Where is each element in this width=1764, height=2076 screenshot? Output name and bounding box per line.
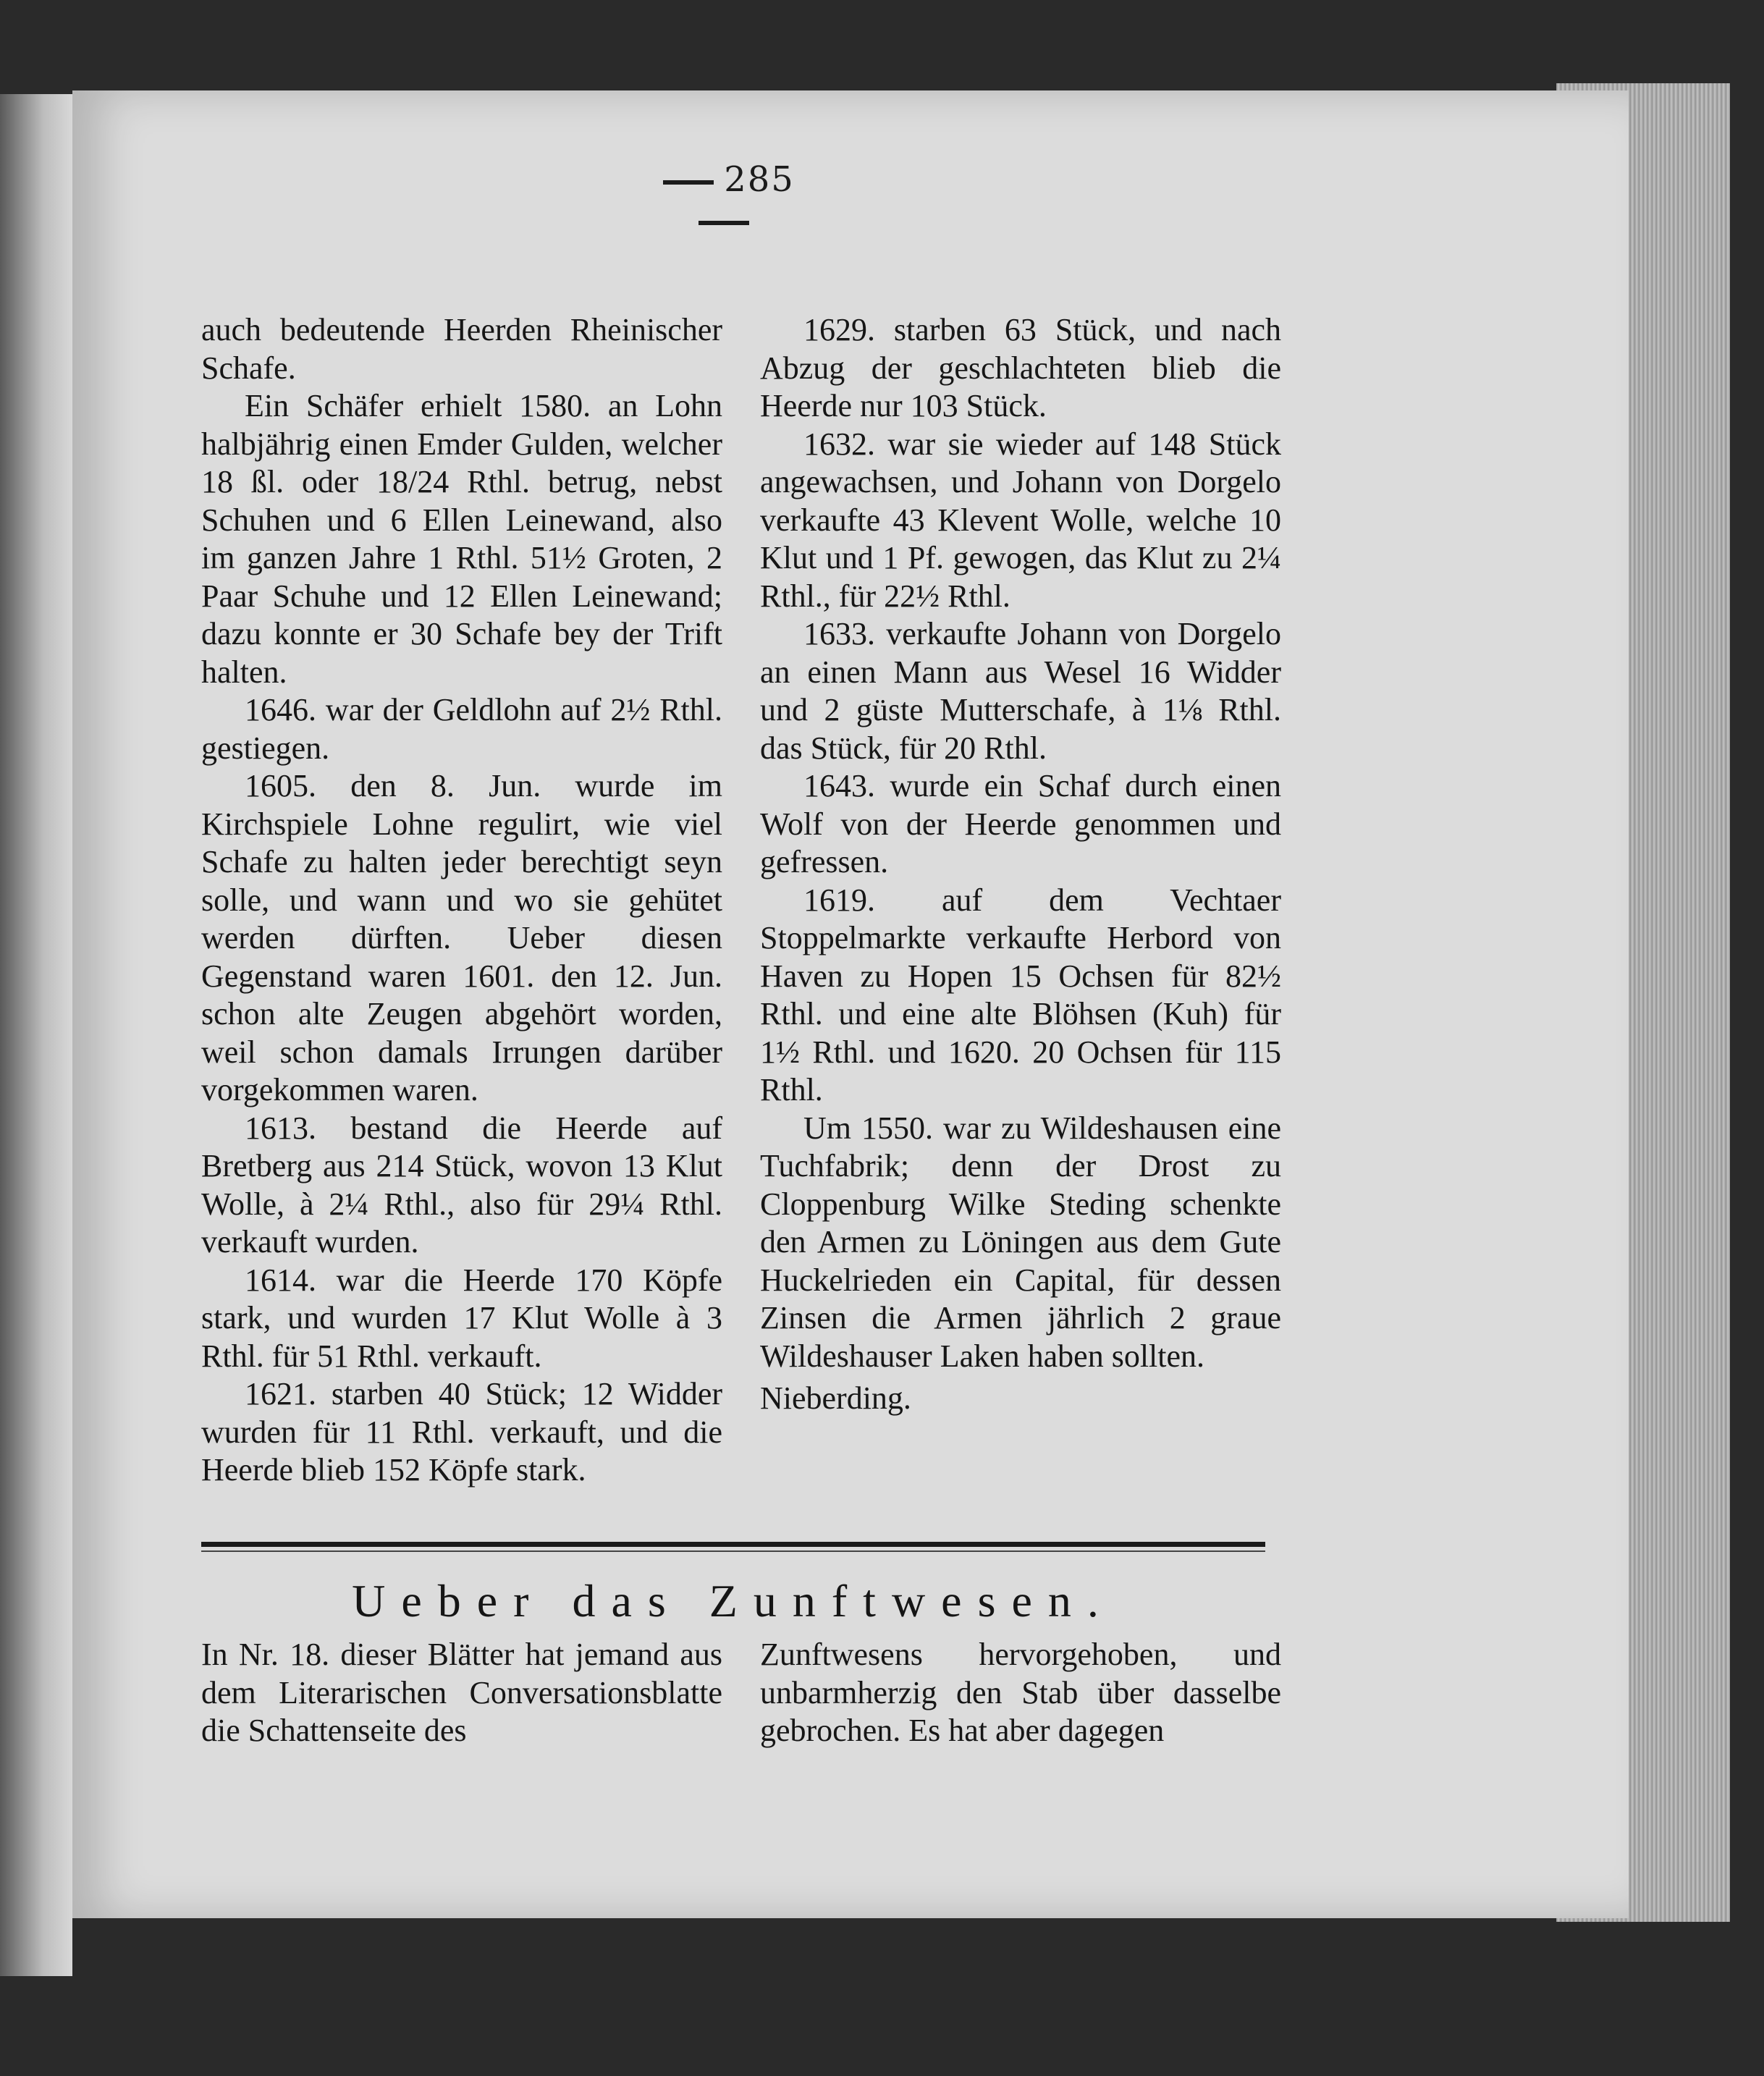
page-number-dash-right <box>699 221 749 225</box>
author-signature: Nieberding. <box>760 1380 911 1416</box>
paragraph: 1633. verkaufte Johann von Dorgelo an einen Mann aus Wesel 16 Widder und 2 güste Mutterschafe, à 1⅛ Rthl. das Stück, für 20 Rthl. <box>760 616 1281 766</box>
bottom-right-column <box>760 1636 1281 1750</box>
left-column <box>201 311 722 1490</box>
paragraph: 1614. war die Heerde 170 Köpfe stark, und wurden 17 Klut Wolle à 3 Rthl. für 51 Rthl. verkauft. <box>201 1262 722 1374</box>
paragraph: 1632. war sie wieder auf 148 Stück angewachsen, und Johann von Dorgelo verkaufte 43 Klevent Wolle, welche 10 Klut und 1 Pf. gewogen, das Klut zu 2¼ Rthl., für 22½ Rthl. <box>760 426 1281 614</box>
paragraph: 1621. starben 40 Stück; 12 Widder wurden für 11 Rthl. verkauft, und die Heerde blieb 152 Köpfe stark. <box>201 1376 722 1488</box>
paragraph: Um 1550. war zu Wildeshausen eine Tuchfabrik; denn der Drost zu Cloppenburg Wilke Steding schenkte den Armen zu Löningen aus dem Gute Huckelrieden ein Capital, für dessen Zinsen die Armen jährlich 2 graue Wildeshauser Laken haben sollten. <box>760 1110 1281 1374</box>
paragraph: auch bedeutende Heerden Rheinischer Schafe. <box>201 312 722 386</box>
left-page-edge <box>0 94 72 1976</box>
paragraph: 1629. starben 63 Stück, und nach Abzug der geschlachteten blieb die Heerde nur 103 Stück. <box>760 312 1281 423</box>
paragraph: 1613. bestand die Heerde auf Bretberg aus 214 Stück, wovon 13 Klut Wolle, à 2¼ Rthl., also für 29¼ Rthl. verkauft wurden. <box>201 1110 722 1259</box>
paragraph: 1605. den 8. Jun. wurde im Kirchspiele Lohne regulirt, wie viel Schafe zu halten jeder berechtigt seyn solle, und wann und wo sie gehütet werden dürften. Ueber diesen Gegenstand waren 1601. den 12. Jun. schon alte Zeugen abgehört worden, weil schon damals Irrungen darüber vorgekommen waren. <box>201 768 722 1107</box>
paragraph: In Nr. 18. dieser Blätter hat jemand aus dem Literarischen Conversationsblatte die Schattenseite des <box>201 1637 722 1748</box>
bottom-left-column <box>201 1636 722 1750</box>
paragraph: 1646. war der Geldlohn auf 2½ Rthl. gestiegen. <box>201 692 722 766</box>
paragraph: 1643. wurde ein Schaf durch einen Wolf von der Heerde genommen und gefressen. <box>760 768 1281 879</box>
paragraph: Ein Schäfer erhielt 1580. an Lohn halbjährig einen Emder Gulden, welcher 18 ßl. oder 18/24 Rthl. betrug, nebst Schuhen und 6 Ellen Leinewand, also im ganzen Jahre 1 Rthl. 51½ Groten, 2 Paar Schuhe und 12 Ellen Leinewand; dazu konnte er 30 Schafe bey der Trift halten. <box>201 388 722 690</box>
page-number-dash-left <box>663 180 714 185</box>
section-divider-thin <box>201 1550 1265 1552</box>
page-number-value: 285 <box>724 159 795 200</box>
page-number <box>637 159 811 240</box>
paragraph: Zunftwesens hervorgehoben, und unbarmherzig den Stab über dasselbe gebrochen. Es hat aber dagegen <box>760 1637 1281 1748</box>
section-heading: Ueber das Zunftwesen. <box>352 1575 1115 1626</box>
right-column <box>760 311 1281 1418</box>
paragraph: 1619. auf dem Vechtaer Stoppelmarkte verkaufte Herbord von Haven zu Hopen 15 Ochsen für 82½ Rthl. und eine alte Blöhsen (Kuh) für 1½ Rthl. und 1620. 20 Ochsen für 115 Rthl. <box>760 882 1281 1107</box>
section-divider <box>201 1542 1265 1547</box>
